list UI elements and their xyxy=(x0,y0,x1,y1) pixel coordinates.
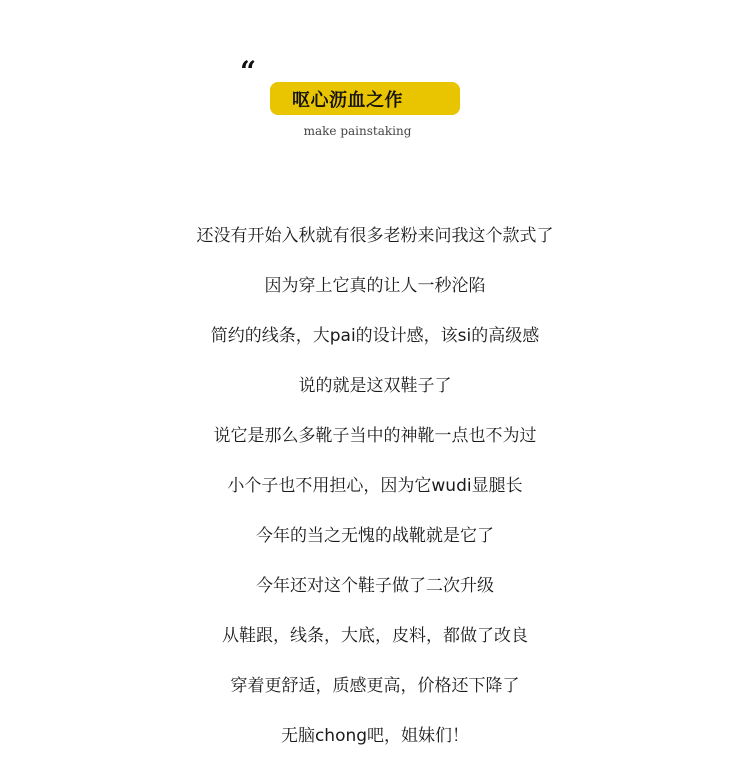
header-badge xyxy=(270,82,460,115)
page-title: 呕心沥血之作 xyxy=(292,89,403,111)
body-line: 今年的当之无愧的战靴就是它了 xyxy=(256,526,494,546)
quote-mark-icon: “ xyxy=(240,55,257,88)
body-line: 说的就是这双鞋子了 xyxy=(298,376,452,396)
body-line: 从鞋跟，线条，大底，皮料，都做了改良 xyxy=(222,626,528,646)
body-line: 因为穿上它真的让人一秒沦陷 xyxy=(264,276,486,296)
page-subtitle: make painstaking xyxy=(303,124,412,138)
body-line: 说它是那么多靴子当中的神靴一点也不为过 xyxy=(213,426,537,446)
body-line: 今年还对这个鞋子做了二次升级 xyxy=(256,576,494,596)
body-line: 穿着更舒适，质感更高，价格还下降了 xyxy=(230,676,520,696)
body-text-list xyxy=(0,222,750,772)
body-line: 还没有开始入秋就有很多老粉来问我这个款式了 xyxy=(196,226,554,246)
body-line: 小个子也不用担心，因为它wudi显腿长 xyxy=(227,476,523,496)
body-line: 无脑chong吧，姐妹们！ xyxy=(280,726,470,746)
body-line: 简约的线条，大pai的设计感，该si的高级感 xyxy=(210,326,540,346)
